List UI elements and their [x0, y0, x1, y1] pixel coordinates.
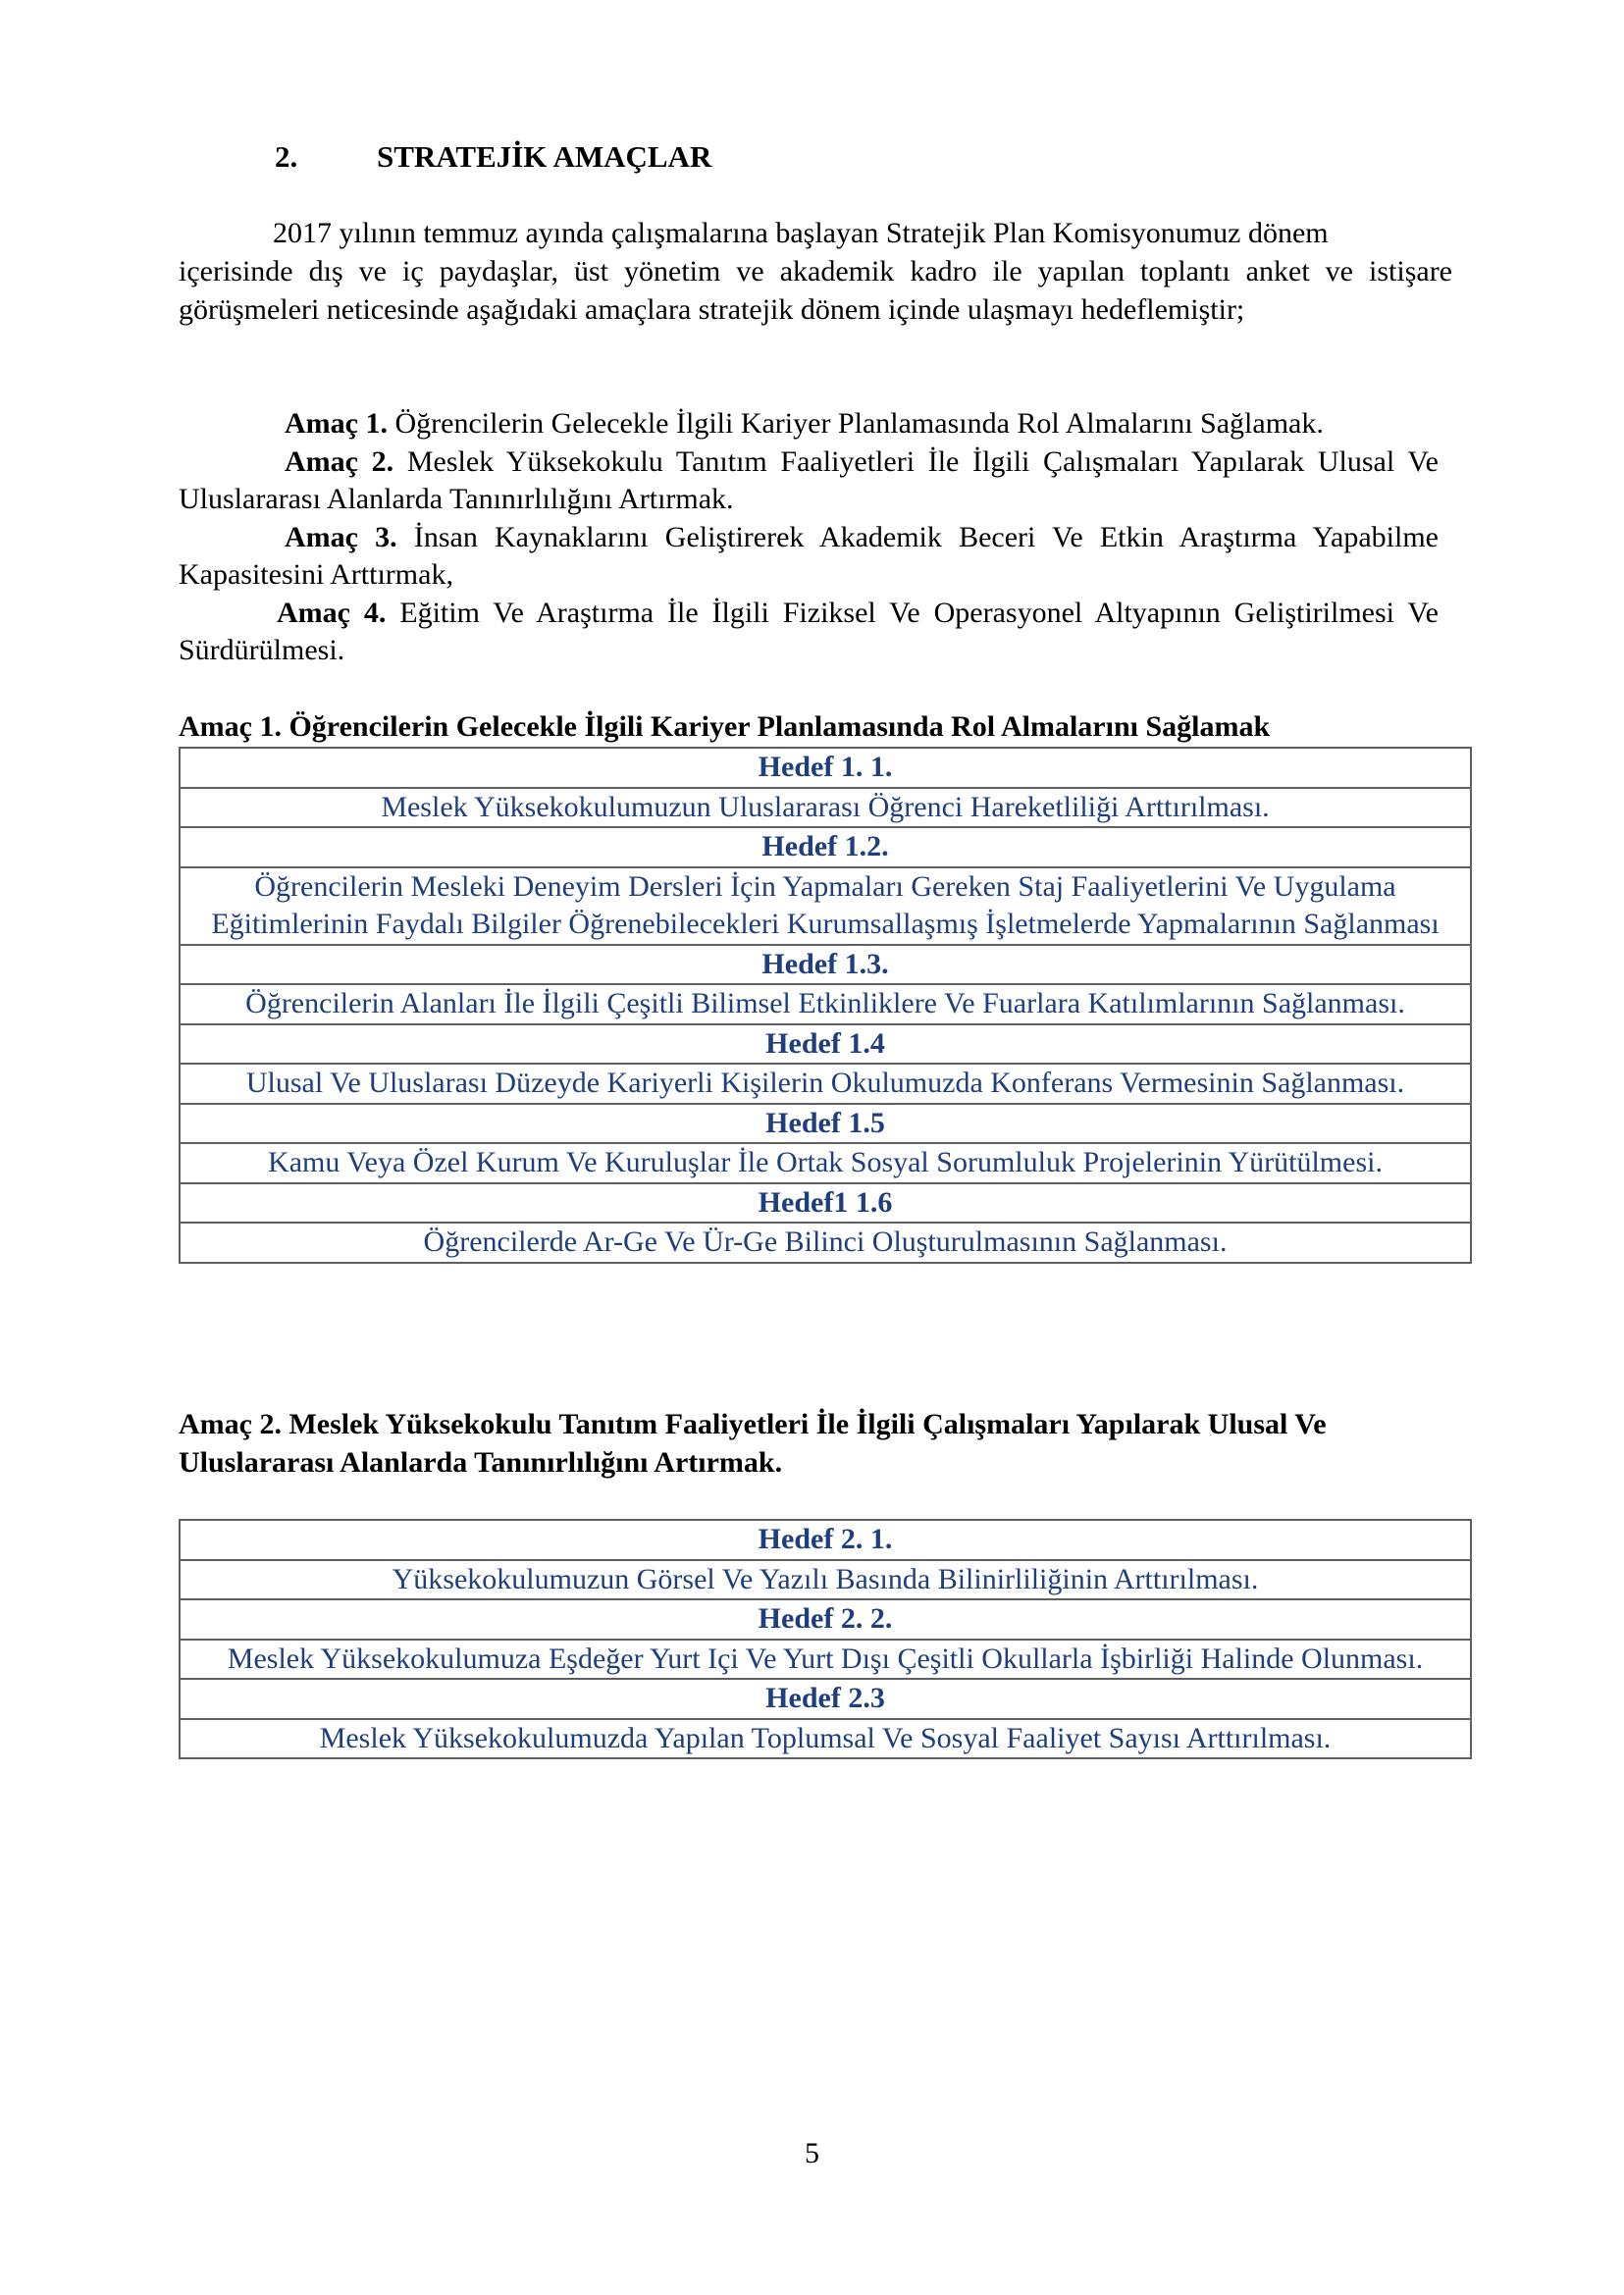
table-row — [180, 1719, 1471, 1759]
target-heading: Hedef 1.2. — [180, 827, 1471, 867]
table-row — [180, 1560, 1471, 1600]
table-row — [180, 945, 1471, 985]
target-heading: Hedef 1. 1. — [180, 748, 1471, 788]
target-heading: Hedef 2. 2. — [180, 1599, 1471, 1640]
goal-label: Amaç 1. — [285, 407, 388, 440]
table1-targets — [179, 747, 1472, 1264]
goal-item — [179, 443, 1439, 519]
target-heading: Hedef 1.5 — [180, 1104, 1471, 1144]
table-row — [180, 984, 1471, 1024]
table-row — [180, 1679, 1471, 1719]
table-row — [180, 1104, 1471, 1144]
target-text: Öğrencilerin Alanları İle İlgili Çeşitli Bilimsel Etkinliklere Ve Fuarlara Katılımlarının Sağlanması. — [180, 984, 1471, 1024]
table-row — [180, 827, 1471, 867]
goal-item — [179, 519, 1439, 595]
target-text: Yüksekokulumuzun Görsel Ve Yazılı Basında Bilinirliliğinin Arttırılması. — [180, 1560, 1471, 1600]
goal-text: Meslek Yüksekokulu Tanıtım Faaliyetleri İle İlgili Çalışmaları Yapılarak Ulusal Ve Uluslararası Alanlarda Tanınırlılığını Artırmak. — [179, 444, 1439, 515]
table-row — [180, 1183, 1471, 1224]
target-text: Meslek Yüksekokulumuzda Yapılan Toplumsal Ve Sosyal Faaliyet Sayısı Arttırılması. — [180, 1719, 1471, 1759]
table-row — [180, 1024, 1471, 1065]
target-text: Kamu Veya Özel Kurum Ve Kuruluşlar İle Ortak Sosyal Sorumluluk Projelerinin Yürütülmesi. — [180, 1143, 1471, 1183]
target-heading: Hedef 2. 1. — [180, 1520, 1471, 1560]
section-number: 2. — [275, 139, 298, 174]
target-text: Öğrencilerde Ar-Ge Ve Ür-Ge Bilinci Oluşturulmasının Sağlanması. — [180, 1223, 1471, 1263]
goal-item — [179, 405, 1452, 443]
goal-text: Öğrencilerin Gelecekle İlgili Kariyer Planlamasında Rol Almalarını Sağlamak. — [394, 407, 1324, 440]
target-text: Öğrencilerin Mesleki Deneyim Dersleri İçin Yapmaları Gereken Staj Faaliyetlerini Ve Uygulama Eğitimlerinin Faydalı Bilgiler Öğrenebilecekleri Kurumsallaşmış İşletmelerde Yapmalarının Sağlanması — [180, 867, 1471, 945]
goal-label: Amaç 4. — [277, 596, 387, 629]
table-row — [180, 748, 1471, 788]
page-number: 5 — [805, 2137, 819, 2169]
table-row — [180, 1223, 1471, 1263]
table1-title: Amaç 1. Öğrencilerin Gelecekle İlgili Kariyer Planlamasında Rol Almalarını Sağlamak — [179, 710, 1271, 743]
table-row — [180, 1640, 1471, 1680]
target-text: Meslek Yüksekokulumuzun Uluslararası Öğrenci Hareketliliği Arttırılması. — [180, 788, 1471, 828]
goal-item — [179, 595, 1439, 670]
table-row — [180, 1064, 1471, 1104]
section-heading — [275, 139, 711, 175]
intro-paragraph — [179, 214, 1452, 329]
intro-rest: içerisinde dış ve iç paydaşlar, üst yönetim ve akademik kadro ile yapılan toplantı anket ve istişare görüşmeleri neticesinde aşağıdaki amaçlara stratejik dönem içinde ulaşmayı hedeflemiştir; — [179, 255, 1452, 326]
table-row — [180, 788, 1471, 828]
section-title: STRATEJİK AMAÇLAR — [377, 139, 712, 174]
goal-label: Amaç 2. — [285, 444, 394, 478]
table-row — [180, 1520, 1471, 1560]
target-heading: Hedef 2.3 — [180, 1679, 1471, 1719]
table-row — [180, 1143, 1471, 1183]
table2-title: Amaç 2. Meslek Yüksekokulu Tanıtım Faaliyetleri İle İlgili Çalışmaları Yapılarak Ulusal Ve Uluslararası Alanlarda Tanınırlılığını Artırmak. — [179, 1408, 1327, 1479]
goal-list — [179, 405, 1452, 670]
table-row — [180, 867, 1471, 945]
target-text: Ulusal Ve Uluslarası Düzeyde Kariyerli Kişilerin Okulumuzda Konferans Vermesinin Sağlanması. — [180, 1064, 1471, 1104]
target-heading: Hedef1 1.6 — [180, 1183, 1471, 1224]
target-heading: Hedef 1.4 — [180, 1024, 1471, 1065]
goal-text: Eğitim Ve Araştırma İle İlgili Fiziksel Ve Operasyonel Altyapının Geliştirilmesi Ve Sürdürülmesi. — [179, 596, 1439, 666]
table-row — [180, 1599, 1471, 1640]
goal-text: İnsan Kaynaklarını Geliştirerek Akademik Beceri Ve Etkin Araştırma Yapabilme Kapasitesini Arttırmak, — [179, 520, 1439, 591]
target-heading: Hedef 1.3. — [180, 945, 1471, 985]
intro-first-line: 2017 yılının temmuz ayında çalışmalarına başlayan Stratejik Plan Komisyonumuz dönem — [273, 217, 1329, 249]
table2-targets — [179, 1519, 1472, 1759]
goal-label: Amaç 3. — [285, 520, 397, 553]
target-text: Meslek Yüksekokulumuza Eşdeğer Yurt Içi Ve Yurt Dışı Çeşitli Okullarla İşbirliği Halinde Olunması. — [180, 1640, 1471, 1680]
